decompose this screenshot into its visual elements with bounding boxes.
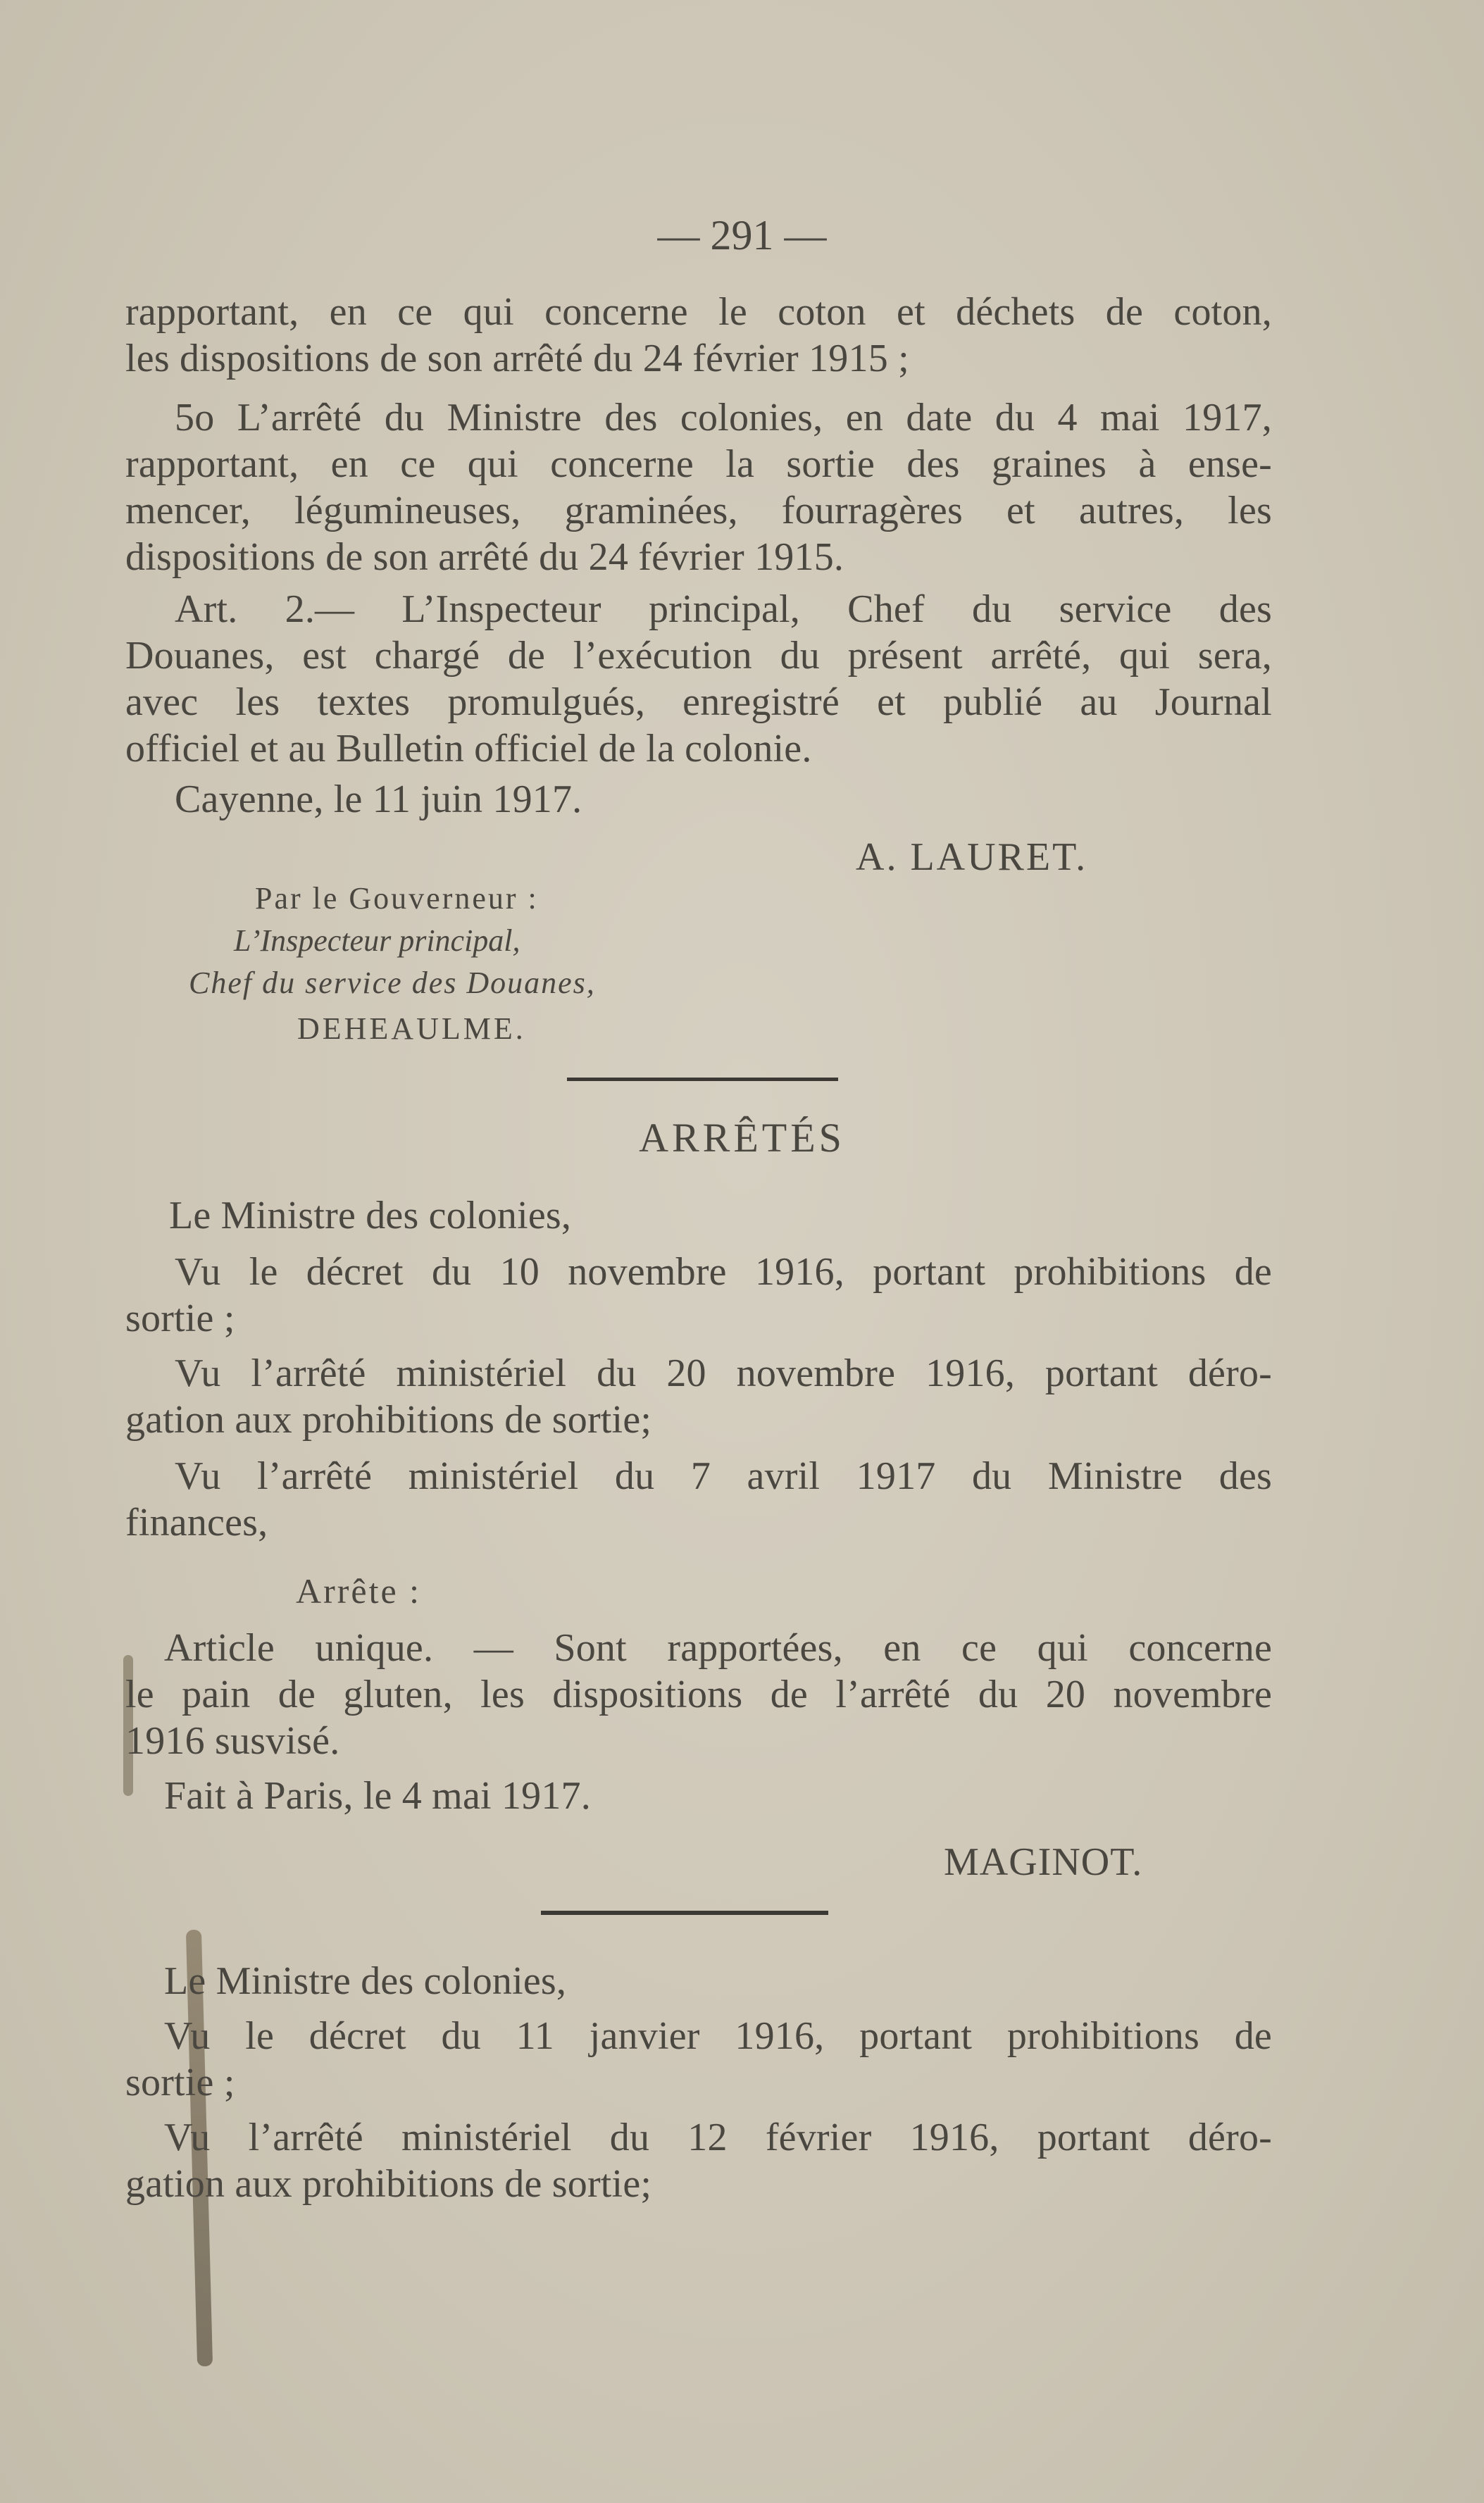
text-line: Vu l’arrêté ministériel du 7 avril 1917 du Ministre des	[175, 1454, 1272, 1498]
text-line: rapportant, en ce qui concerne la sortie des graines à ense-	[125, 442, 1272, 486]
text-line: Vu le décret du 11 janvier 1916, portant prohibitions de	[164, 2014, 1272, 2058]
text-line: Art. 2.— L’Inspecteur principal, Chef du service des	[175, 587, 1272, 631]
text-line: dispositions de son arrêté du 24 février 1915.	[125, 535, 844, 579]
ministre-line: Le Ministre des colonies,	[169, 1194, 572, 1237]
text-line: le pain de gluten, les dispositions de l’arrêté du 20 novembre	[125, 1673, 1272, 1716]
ministre-line: Le Ministre des colonies,	[164, 1959, 567, 2003]
text-line: rapportant, en ce qui concerne le coton et déchets de coton,	[125, 290, 1272, 334]
dateline: Fait à Paris, le 4 mai 1917.	[164, 1774, 591, 1818]
inspecteur-name: DEHEAULME.	[297, 1011, 526, 1046]
chef-title: Chef du service des Douanes,	[189, 966, 596, 1000]
text-line: officiel et au Bulletin officiel de la colonie.	[125, 727, 812, 770]
text-line: Vu l’arrêté ministériel du 12 février 1916, portant déro-	[164, 2116, 1272, 2159]
text-line: Douanes, est chargé de l’exécution du présent arrêté, qui sera,	[125, 634, 1272, 678]
par-le-gouverneur: Par le Gouverneur :	[255, 881, 539, 916]
text-line: Vu l’arrêté ministériel du 20 novembre 1916, portant déro-	[175, 1352, 1272, 1395]
text-line: les dispositions de son arrêté du 24 février 1915 ;	[125, 337, 909, 380]
text-line: gation aux prohibitions de sortie;	[125, 2162, 652, 2206]
page-number: — 291 —	[657, 212, 827, 258]
text-line: sortie ;	[125, 1297, 235, 1340]
text-line: gation aux prohibitions de sortie;	[125, 1398, 652, 1442]
inspecteur-title: L’Inspecteur principal,	[234, 923, 520, 958]
dateline: Cayenne, le 11 juin 1917.	[175, 778, 582, 821]
text-line: mencer, légumineuses, graminées, fourragères et autres, les	[125, 489, 1272, 532]
signature-maginot: MAGINOT.	[944, 1840, 1143, 1884]
text-line: avec les textes promulgués, enregistré et publié au Journal	[125, 680, 1272, 724]
arrete-label: Arrête :	[296, 1571, 422, 1611]
text-line: Vu le décret du 10 novembre 1916, portant prohibitions de	[175, 1250, 1272, 1294]
signature-lauret: A. LAURET.	[856, 835, 1088, 879]
separator-rule	[541, 1911, 828, 1915]
text-line: 1916 susvisé.	[125, 1719, 340, 1763]
text-line: 5o L’arrêté du Ministre des colonies, en date du 4 mai 1917,	[175, 396, 1272, 439]
text-line: sortie ;	[125, 2061, 235, 2104]
text-line: finances,	[125, 1501, 268, 1544]
text-line: Article unique. — Sont rapportées, en ce qui concerne	[164, 1626, 1272, 1670]
section-heading: ARRÊTÉS	[639, 1115, 845, 1161]
separator-rule	[567, 1078, 838, 1081]
